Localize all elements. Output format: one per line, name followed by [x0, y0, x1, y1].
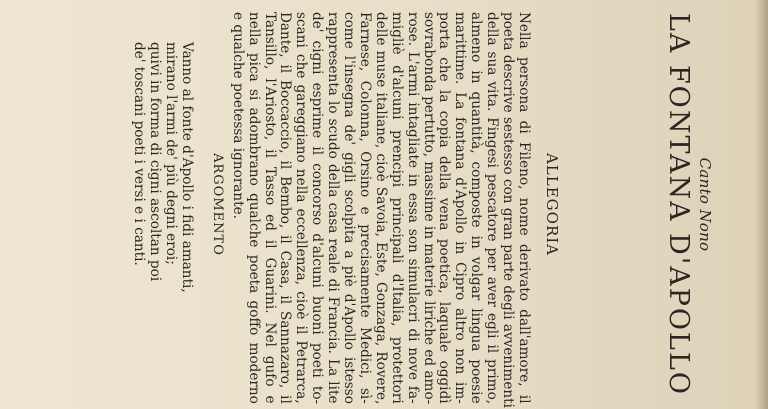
- argomento-line: quivi in forma di cigni ascoltan poi: [147, 42, 163, 282]
- chapter-title: LA FONTANA D'APOLLO: [663, 12, 694, 397]
- allegoria-line: Nella persona di Fileno, nome derivato dall'amore, il: [516, 12, 532, 404]
- allegoria-line: scani che gareggiano nella eccellenza, cioè il Petrarca,: [293, 12, 310, 404]
- allegoria-line: poeta descrive sestesso con gran parte degli avvenimenti: [500, 12, 517, 408]
- allegoria-line: migliè d'alcuni prencipi principali d'Italia, protettori: [388, 12, 405, 404]
- allegoria-line: delle muse italiane, cioè Savoia, Este, Gonzaga, Rovere,: [372, 12, 389, 405]
- allegoria-line: sovrabonda pertutto, massime in materie liriche ed amo-: [420, 12, 437, 405]
- allegoria-line: porta che la copia della vena poetica, laquale oggidì: [436, 12, 453, 404]
- allegoria-line: come l'insegna de' gigli scolpita a piè d'Apollo istesso: [341, 12, 358, 404]
- allegoria-line: della sua vita. Fingesi pescatore per aver egli il primo,: [484, 12, 501, 405]
- argomento-line: mirano l'armi de' più degni eroi;: [163, 42, 179, 265]
- allegoria-line: Tansillo, l'Ariosto, il Tasso ed il Guarini. Nel gufo e: [261, 12, 278, 404]
- allegoria-line: rappresenta lo scudo della casa reale di Francia. La lite: [325, 12, 342, 404]
- allegoria-line: Farnese, Colonna, Orsino e precisamente Medici, sì-: [357, 12, 373, 404]
- allegoria-line: rose. L'armi intagliate in essa son simulacri di nove fa-: [404, 12, 421, 404]
- argomento-heading: ARGOMENTO: [210, 153, 225, 256]
- allegoria-line: marittime. La fontana d'Apollo in Cipro altro non im-: [452, 12, 469, 404]
- argomento-line: Vanno al fonte d'Apollo i fidi amanti,: [179, 42, 195, 293]
- allegoria-line: nella pica si adombrano qualche poeta goffo moderno: [245, 12, 262, 404]
- allegoria-line: almeno in quantità, composte in volgar lingua poesie: [468, 12, 485, 404]
- allegoria-line: e qualche poetessa ignorante.: [229, 12, 246, 219]
- argomento-line: de' toscani poeti i versi e i canti.: [131, 42, 147, 266]
- page-edge-shadow: [755, 0, 768, 409]
- allegoria-heading: ALLEGORIA: [543, 152, 561, 257]
- allegoria-line: de' cigni esprime il concorso d'alcuni buoni poeti to-: [309, 12, 326, 405]
- canto-label: Canto Nono: [696, 157, 714, 252]
- allegoria-line: Dante, il Boccaccio, il Bembo, il Casa, il Sannazaro, il: [277, 12, 294, 404]
